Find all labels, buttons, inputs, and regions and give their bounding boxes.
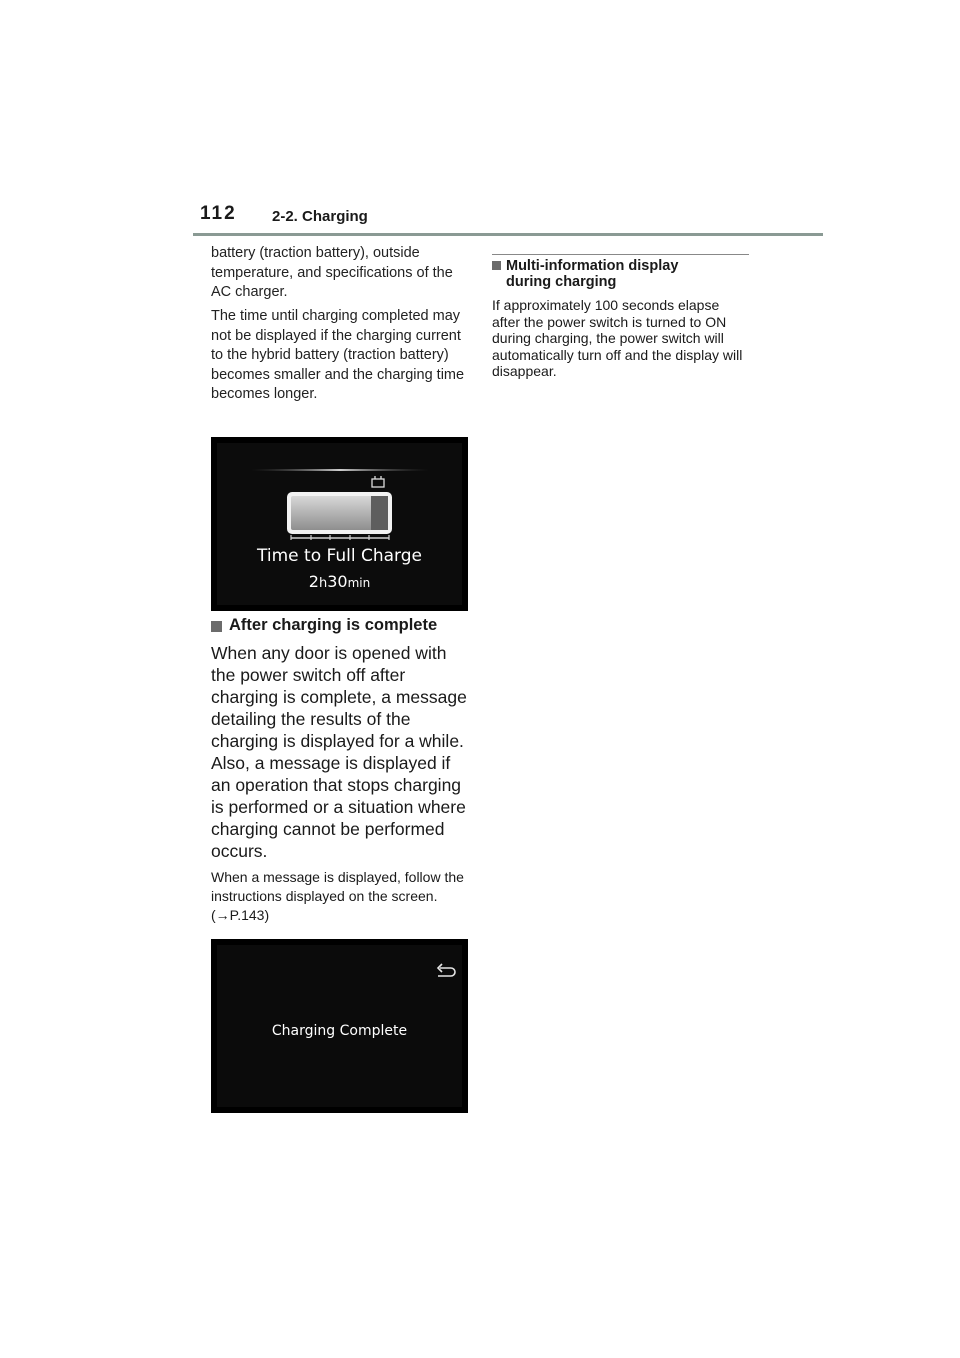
hours-value: 2 (308, 572, 319, 591)
time-to-full-label: Time to Full Charge (257, 546, 422, 566)
heading-multi-info (492, 258, 678, 290)
charging-display-screenshot (211, 437, 468, 611)
heading-text: After charging is complete (229, 616, 438, 634)
heading-after-charging (211, 616, 437, 635)
paragraph-after-charging: When any door is opened with the power switch off after charging is complete, a message detailing the results of the charging is displayed for a while. Also, a message is displayed if an operation that stops charging is performed or a situation where charging cannot be performed occurs. (211, 643, 467, 861)
charging-complete-screenshot (211, 939, 468, 1113)
hours-unit: h (318, 576, 328, 591)
heading-bullet-icon (492, 261, 501, 270)
page-number: 112 (200, 203, 237, 224)
paragraph-time-note: The time until charging completed may not be displayed if the charging current to the hybrid battery (traction battery) becomes smaller and the charging time becomes longer. (211, 308, 465, 402)
complete-message: Charging Complete (271, 1023, 408, 1039)
heading-bullet-icon (211, 621, 222, 632)
minutes-unit: min (347, 576, 371, 590)
heading-line-1: Multi-information display (506, 258, 679, 274)
paragraph-message-note: When a message is displayed, follow the instructions displayed on the screen. (→P.143) (211, 869, 464, 923)
time-remaining (211, 572, 468, 591)
paragraph-continuation: battery (traction battery), outside temperature, and specifications of the AC charger. (211, 245, 453, 300)
header-divider (193, 233, 823, 236)
paragraph-multi-info: If approximately 100 seconds elapse after the power switch is turned to ON during charging, the power switch will automatically turn off and the display will disappear. (492, 297, 743, 379)
heading-line-2: during charging (506, 274, 617, 290)
minutes-value: 30 (327, 572, 348, 591)
right-divider (492, 254, 749, 255)
section-title: 2-2. Charging (272, 208, 368, 225)
